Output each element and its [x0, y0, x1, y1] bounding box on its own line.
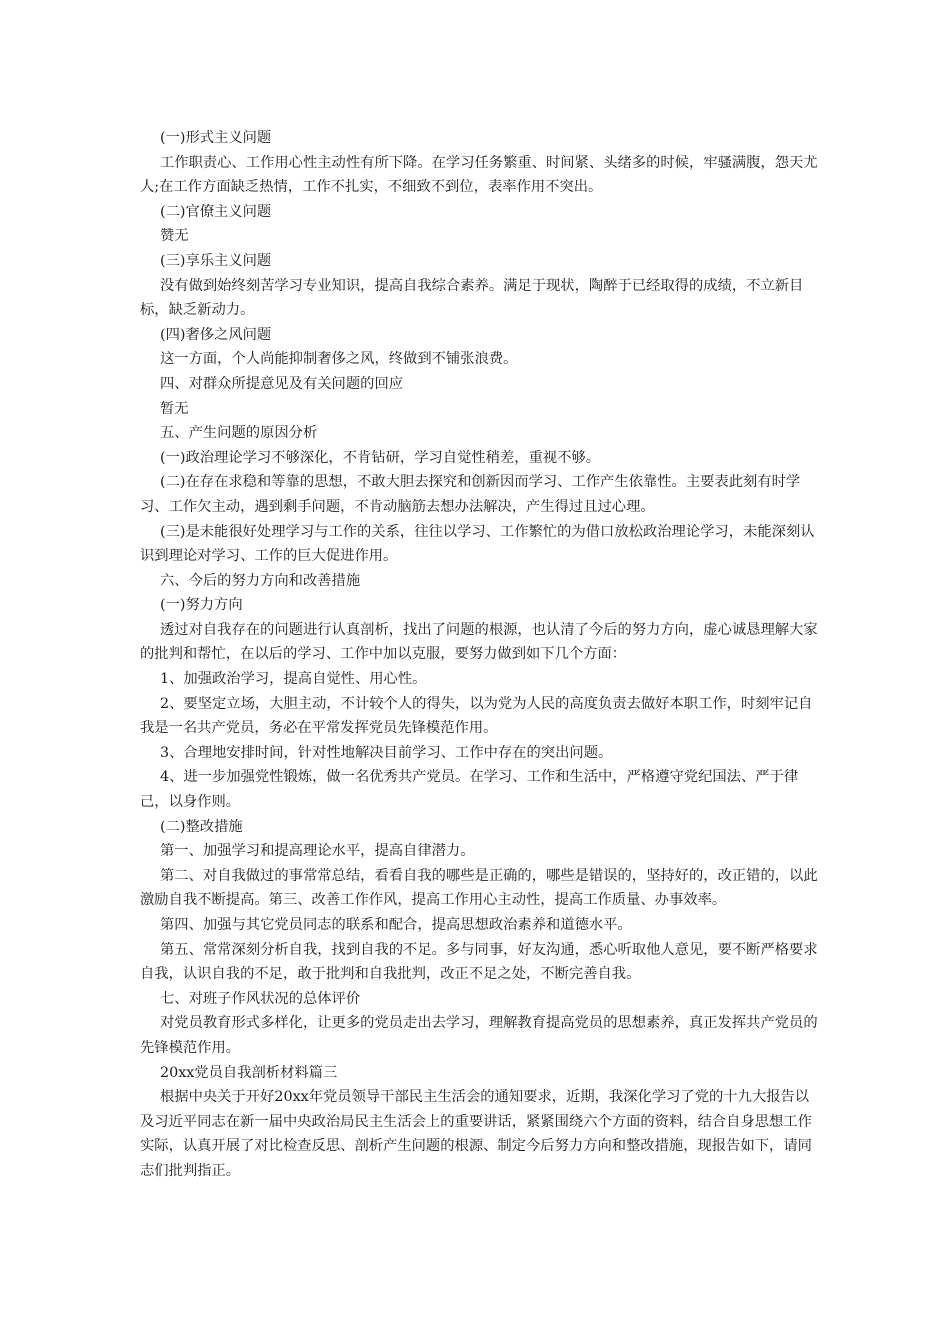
paragraph: 第二、对自我做过的事常常总结，看看自我的哪些是正确的，哪些是错误的，坚持好的，改正错的，以此激励自我不断提高。第三、改善工作作风，提高工作用心主动性，提高工作质量、办事效率。	[140, 867, 818, 909]
paragraph: 透过对自我存在的问题进行认真剖析，找出了问题的根源，也认清了今后的努力方向，虚心诚恳理解大家的批判和帮忙，在以后的学习、工作中加以克服，要努力做到如下几个方面：	[140, 621, 818, 663]
paragraph: 暂无	[160, 400, 189, 417]
paragraph: (二)整改措施	[160, 818, 243, 835]
paragraph: (二)官僚主义问题	[160, 203, 272, 220]
paragraph: (三)是未能很好处理学习与工作的关系，往往以学习、工作繁忙的为借口放松政治理论学习，未能深刻认识到理论对学习、工作的巨大促进作用。	[140, 523, 815, 565]
paragraph: 根据中央关于开好20xx年党员领导干部民主生活会的通知要求，近期，我深化学习了党的十九大报告以及习近平同志在新一届中央政治局民主生活会上的重要讲话，紧紧围绕六个方面的资料，结合自身思想工作实际，认真开展了对比检查反思、剖析产生问题的根源、制定今后努力方向和整改措施，现报告如下，请同志们批判指正。	[140, 1089, 812, 1179]
paragraph: (四)奢侈之风问题	[160, 326, 272, 343]
paragraph: (一)形式主义问题	[160, 130, 272, 146]
paragraph: 六、今后的努力方向和改善措施	[160, 572, 361, 589]
paragraph: (二)在存在求稳和等靠的思想，不敢大胆去探究和创新因而学习、工作产生依靠性。主要表此刻有时学习、工作欠主动，遇到剩手问题，不肯动脑筋去想办法解决，产生得过且过心理。	[140, 474, 801, 515]
paragraph: 这一方面，个人尚能抑制奢侈之风，终做到不铺张浪费。	[160, 351, 518, 368]
paragraph: (三)享乐主义问题	[160, 252, 272, 269]
paragraph: 20xx党员自我剖析材料篇三	[160, 1064, 338, 1081]
paragraph: 对党员教育形式多样化，让更多的党员走出去学习，理解教育提高党员的思想素养，真正发挥共产党员的先锋模范作用。	[140, 1015, 818, 1056]
paragraph: 1、加强政治学习，提高自觉性、用心性。	[160, 671, 427, 688]
paragraph: 第四、加强与其它党员同志的联系和配合，提高思想政治素养和道德水平。	[160, 917, 632, 933]
paragraph: 4、进一步加强党性锻炼，做一名优秀共产党员。在学习、工作和生活中，严格遵守党纪国法、严于律己，以身作则。	[140, 769, 799, 811]
document-body	[140, 126, 820, 1184]
paragraph: (一)政治理论学习不够深化，不肯钻研，学习自觉性稍差，重视不够。	[160, 449, 601, 466]
paragraph: 没有做到始终刻苦学习专业知识，提高自我综合素养。满足于现状，陶醉于已经取得的成绩，不立新目标，缺乏新动力。	[140, 277, 804, 319]
paragraph: 2、要坚定立场，大胆主动，不计较个人的得失，以为党为人民的高度负责去做好本职工作，时刻牢记自我是一名共产党员，务必在平常发挥党员先锋模范作用。	[140, 695, 813, 737]
paragraph: 七、对班子作风状况的总体评价	[160, 990, 361, 1007]
paragraph: 第五、常常深刻分析自我，找到自我的不足。多与同事，好友沟通，悉心听取他人意见，要不断严格要求自我，认识自我的不足，敢于批判和自我批判，改正不足之处，不断完善自我。	[140, 941, 818, 983]
paragraph: 四、对群众所提意见及有关问题的回应	[160, 375, 404, 392]
paragraph: 工作职责心、工作用心性主动性有所下降。在学习任务繁重、时间紧、头绪多的时候，牢骚满腹，怨天尤人;在工作方面缺乏热情，工作不扎实，不细致不到位，表率作用不突出。	[140, 154, 818, 196]
paragraph: 第一、加强学习和提高理论水平，提高自律潜力。	[160, 843, 475, 860]
paragraph: 赞无	[160, 228, 189, 245]
paragraph: 3、合理地安排时间，针对性地解决目前学习、工作中存在的突出问题。	[160, 744, 613, 761]
paragraph: 五、产生问题的原因分析	[160, 425, 318, 442]
paragraph: (一)努力方向	[160, 597, 243, 614]
